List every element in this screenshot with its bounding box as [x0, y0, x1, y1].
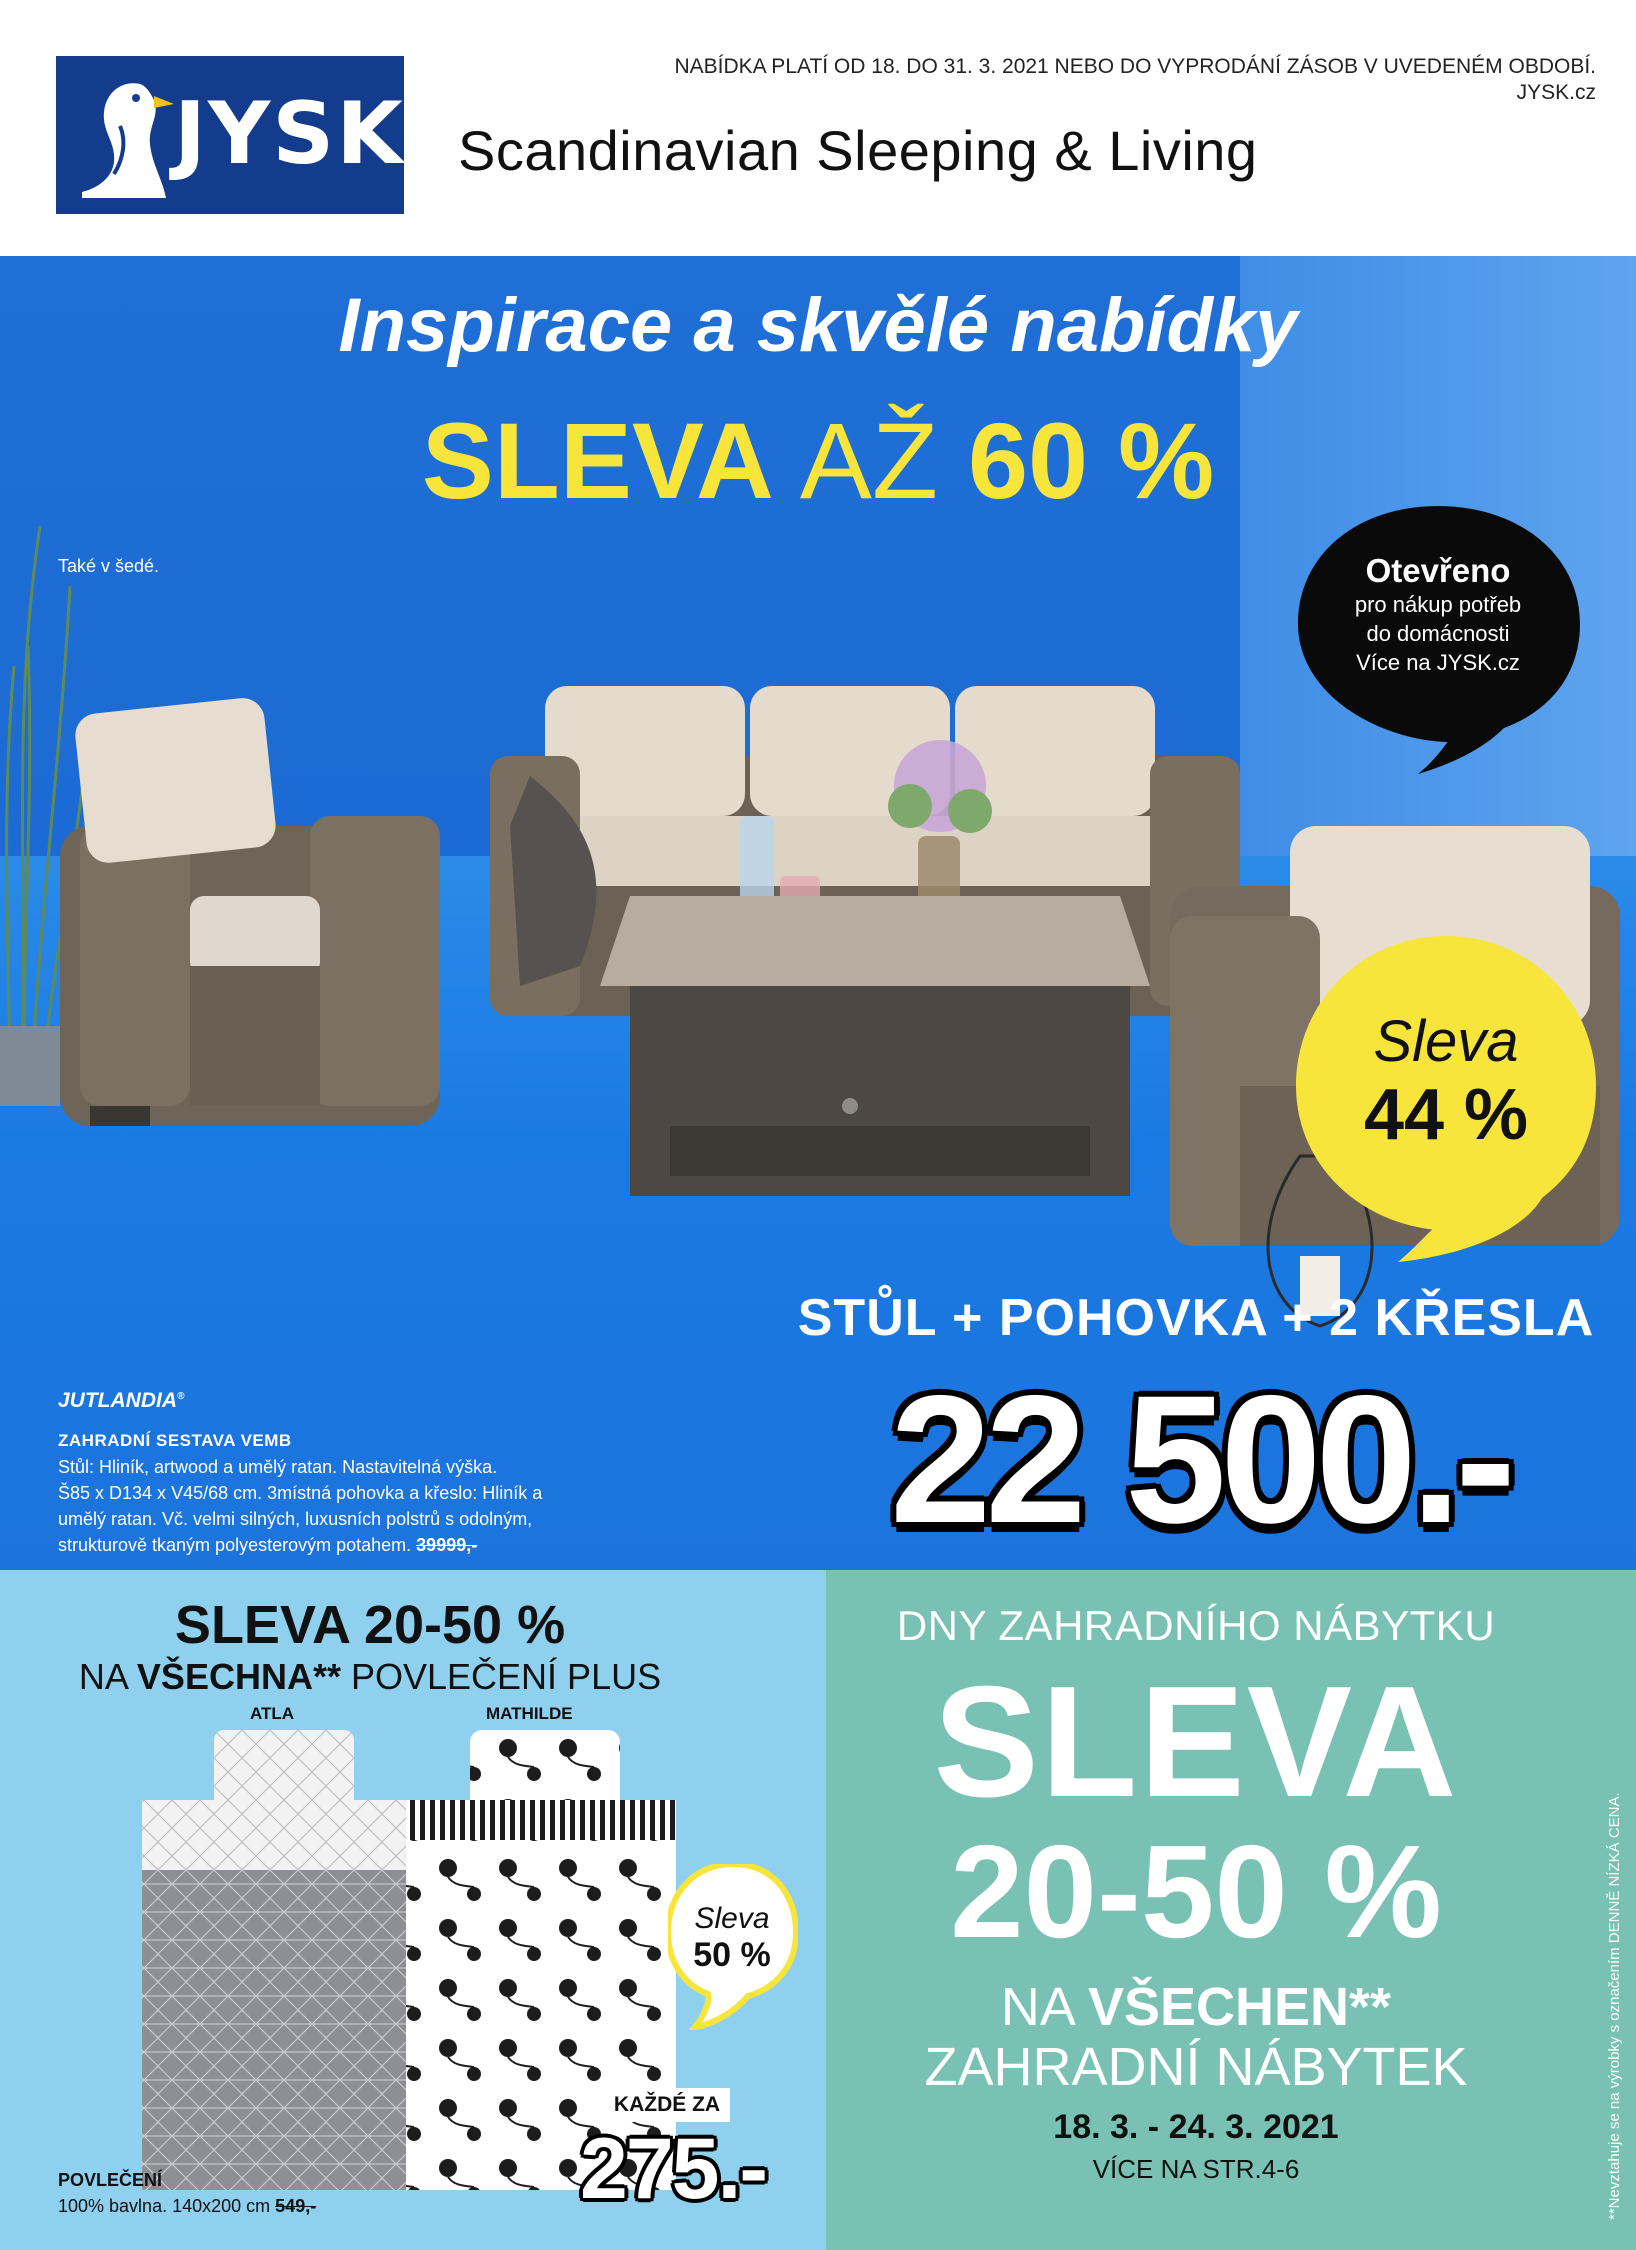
bubble-word: Sleva	[694, 1902, 770, 1935]
garden-furniture-offer	[826, 1570, 1636, 2250]
sub-na: NA	[78, 1656, 127, 1697]
bedding-price: 275.-	[580, 2121, 767, 2217]
open-line-3[interactable]: Více na JYSK.cz	[1356, 650, 1520, 675]
garden-dates: 18. 3. - 24. 3. 2021	[1053, 2108, 1339, 2146]
open-notice-bubble	[1298, 506, 1598, 776]
open-line-1: pro nákup potřeb	[1354, 592, 1522, 617]
bubble-percent: 50 %	[693, 1936, 771, 1974]
bedding-discount-headline: SLEVA 20-50 %	[174, 1595, 566, 1655]
product-tag-atla: ATLA	[250, 1704, 295, 1723]
product-desc-2: Š85 x D134 x V45/68 cm. 3místná pohovka a křeslo: Hliník a	[58, 1483, 543, 1503]
set-price: 22 500.-	[890, 1357, 1510, 1561]
open-line-2: do domácnosti	[1366, 621, 1510, 646]
header	[0, 0, 1636, 256]
coffee-table	[600, 896, 1150, 1196]
bedding-title: POVLEČENÍ	[58, 2170, 163, 2190]
garden-days-title: DNY ZAHRADNÍHO NÁBYTKU	[896, 1602, 1496, 1649]
sub-rest: POVLEČENÍ PLUS	[350, 1656, 662, 1697]
bedding-subheadline	[0, 1656, 740, 1698]
product-desc-1: Stůl: Hliník, artwood a umělý ratan. Nastavitelná výška.	[58, 1457, 498, 1477]
hero-section	[0, 256, 1636, 1570]
garden-all: VŠECHEN**	[1087, 1977, 1392, 2037]
jysk-logo[interactable]	[56, 56, 404, 214]
each-for-label: KAŽDÉ ZA	[604, 2088, 730, 2122]
website-text[interactable]: JYSK.cz	[1516, 81, 1596, 104]
goose-logo-icon	[70, 66, 180, 204]
discount-bubble	[1296, 936, 1596, 1266]
bedding-discount-bubble	[668, 1864, 798, 2030]
product-tag-mathilde: MATHILDE	[486, 1704, 573, 1723]
product-desc-4-line	[58, 1532, 678, 1558]
garden-all-line	[826, 1976, 1566, 2038]
product-desc-4: strukturově tkaným polyesterovým potahem.	[58, 1535, 412, 1555]
bedding-old-price: 549,-	[275, 2196, 317, 2216]
footnote: **Nevztahuje se na výrobky s označením DENNĚ NÍZKÁ CENA.	[1606, 1792, 1623, 2220]
garden-furniture-label: ZAHRADNÍ NÁBYTEK	[924, 2037, 1468, 2097]
garden-sleva: SLEVA	[933, 1654, 1459, 1830]
brand-name: JUTLANDIA	[58, 1389, 177, 1412]
product-brand	[58, 1384, 678, 1414]
product-name: ZAHRADNÍ SESTAVA VEMB	[58, 1431, 292, 1450]
product-desc-3: umělý ratan. Vč. velmi silných, luxusních polstrů s odolným,	[58, 1509, 533, 1529]
registered-mark: ®	[177, 1391, 185, 1402]
discount-word: Sleva	[1373, 1009, 1519, 1074]
upto-word: AŽ	[799, 400, 938, 521]
garden-more-pages[interactable]: VÍCE NA STR.4-6	[1092, 2154, 1300, 2184]
logo-wordmark: JYSK	[174, 84, 405, 184]
bedding-desc-text: 100% bavlna. 140x200 cm	[58, 2196, 271, 2216]
garden-na: NA	[1000, 1977, 1073, 2037]
validity-text: NABÍDKA PLATÍ OD 18. DO 31. 3. 2021 NEBO DO VYPRODÁNÍ ZÁSOB V UVEDENÉM OBDOBÍ.	[674, 55, 1596, 78]
hero-discount-headline	[0, 398, 1636, 523]
sleva-word: SLEVA	[421, 400, 770, 521]
hero-title: Inspirace a skvělé nabídky	[338, 283, 1298, 368]
garden-percent: 20-50 %	[950, 1818, 1442, 1965]
set-contents: STŮL + POHOVKA + 2 KŘESLA	[797, 1289, 1595, 1347]
old-price: 39999,-	[416, 1535, 478, 1555]
color-note: Také v šedé.	[58, 556, 160, 576]
tagline: Scandinavian Sleeping & Living	[458, 119, 1258, 182]
discount-percent: 44 %	[1363, 1075, 1529, 1155]
sleva-percent: 60 %	[967, 400, 1215, 521]
sub-all: VŠECHNA**	[136, 1656, 341, 1697]
open-title: Otevřeno	[1365, 552, 1511, 589]
offer-validity	[596, 54, 1596, 106]
bedding-offer	[0, 1570, 826, 2250]
armchair-left	[60, 696, 440, 1126]
bedding-description	[58, 2196, 316, 2217]
product-info	[58, 1384, 678, 1558]
